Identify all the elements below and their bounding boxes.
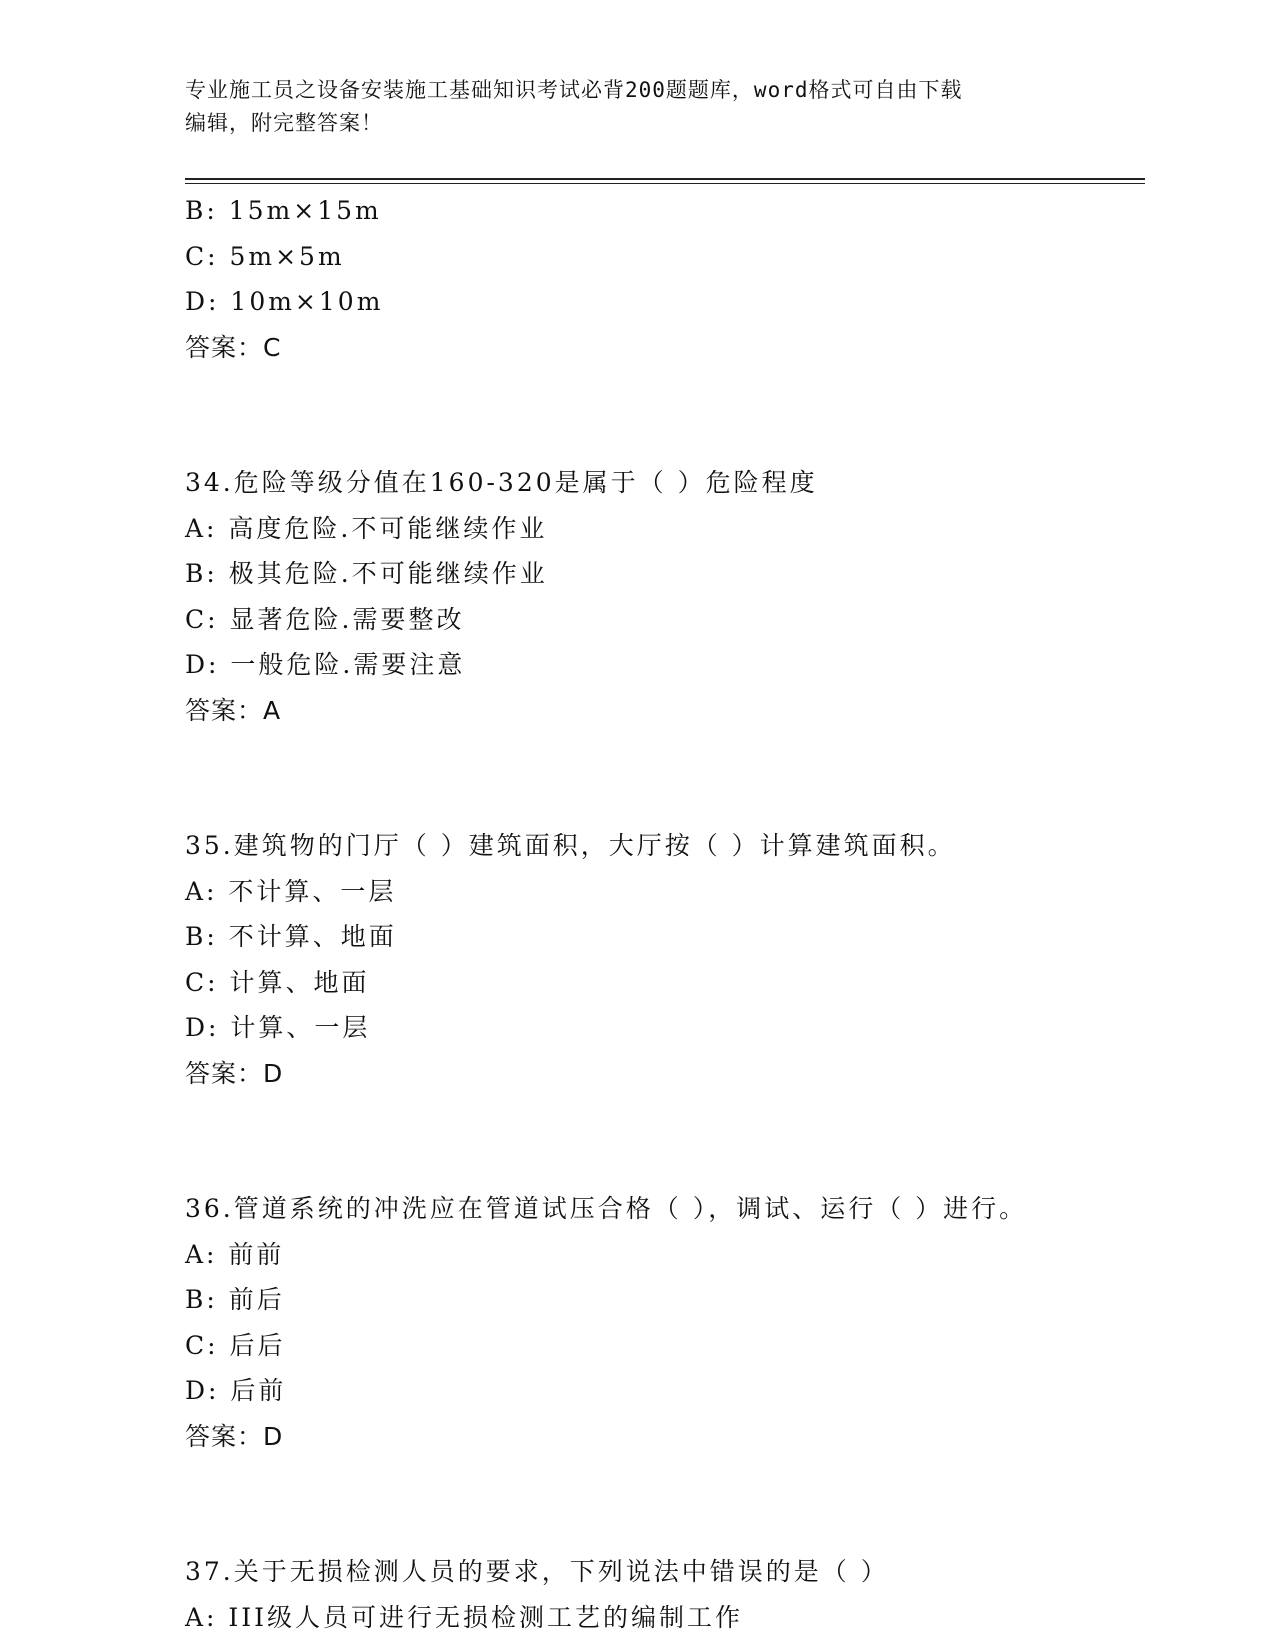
header-line-1: 专业施工员之设备安装施工基础知识考试必背200题题库，word格式可自由下载 — [185, 78, 963, 102]
option-a: A: 高度危险.不可能继续作业 — [185, 513, 548, 543]
option-a: A: 前前 — [185, 1239, 285, 1269]
question-stem: 36.管道系统的冲洗应在管道试压合格（ ），调试、运行（ ）进行。 — [185, 1194, 1028, 1223]
answer-line: 答案：C — [185, 332, 282, 362]
option-c: C: 计算、地面 — [185, 967, 370, 997]
question-block-35 — [185, 823, 1145, 1096]
option-a: A: 不计算、一层 — [185, 876, 397, 906]
question-block-34 — [185, 460, 1145, 733]
question-block-37 — [185, 1549, 1145, 1640]
option-b: B: 15m×15m — [185, 196, 382, 225]
question-block-36 — [185, 1186, 1145, 1459]
option-d: D: 计算、一层 — [185, 1013, 371, 1042]
header-divider-thin — [185, 183, 1145, 184]
answer-line: 答案：A — [185, 695, 282, 725]
option-b: B: 不计算、地面 — [185, 922, 397, 951]
option-c: C: 后后 — [185, 1330, 286, 1360]
question-stem: 35.建筑物的门厅（ ）建筑面积，大厅按（ ）计算建筑面积。 — [185, 831, 956, 860]
option-c: C: 5m×5m — [185, 241, 345, 271]
question-list — [185, 188, 1145, 1640]
question-block-33 — [185, 188, 1145, 370]
question-stem: 34.危险等级分值在160-320是属于（ ）危险程度 — [185, 468, 818, 497]
option-d: D: 一般危险.需要注意 — [185, 650, 466, 679]
header-line-2: 编辑，附完整答案！ — [185, 111, 383, 135]
option-a: A: III级人员可进行无损检测工艺的编制工作 — [185, 1602, 744, 1632]
option-b: B: 前后 — [185, 1285, 285, 1314]
option-d: D: 后前 — [185, 1376, 287, 1405]
document-header — [185, 74, 1085, 140]
question-stem: 37.关于无损检测人员的要求，下列说法中错误的是（ ） — [185, 1557, 889, 1586]
answer-line: 答案：D — [185, 1421, 284, 1451]
answer-line: 答案：D — [185, 1058, 284, 1088]
option-c: C: 显著危险.需要整改 — [185, 604, 465, 634]
header-divider-thick — [185, 178, 1145, 180]
option-b: B: 极其危险.不可能继续作业 — [185, 559, 548, 588]
option-d: D: 10m×10m — [185, 287, 384, 316]
